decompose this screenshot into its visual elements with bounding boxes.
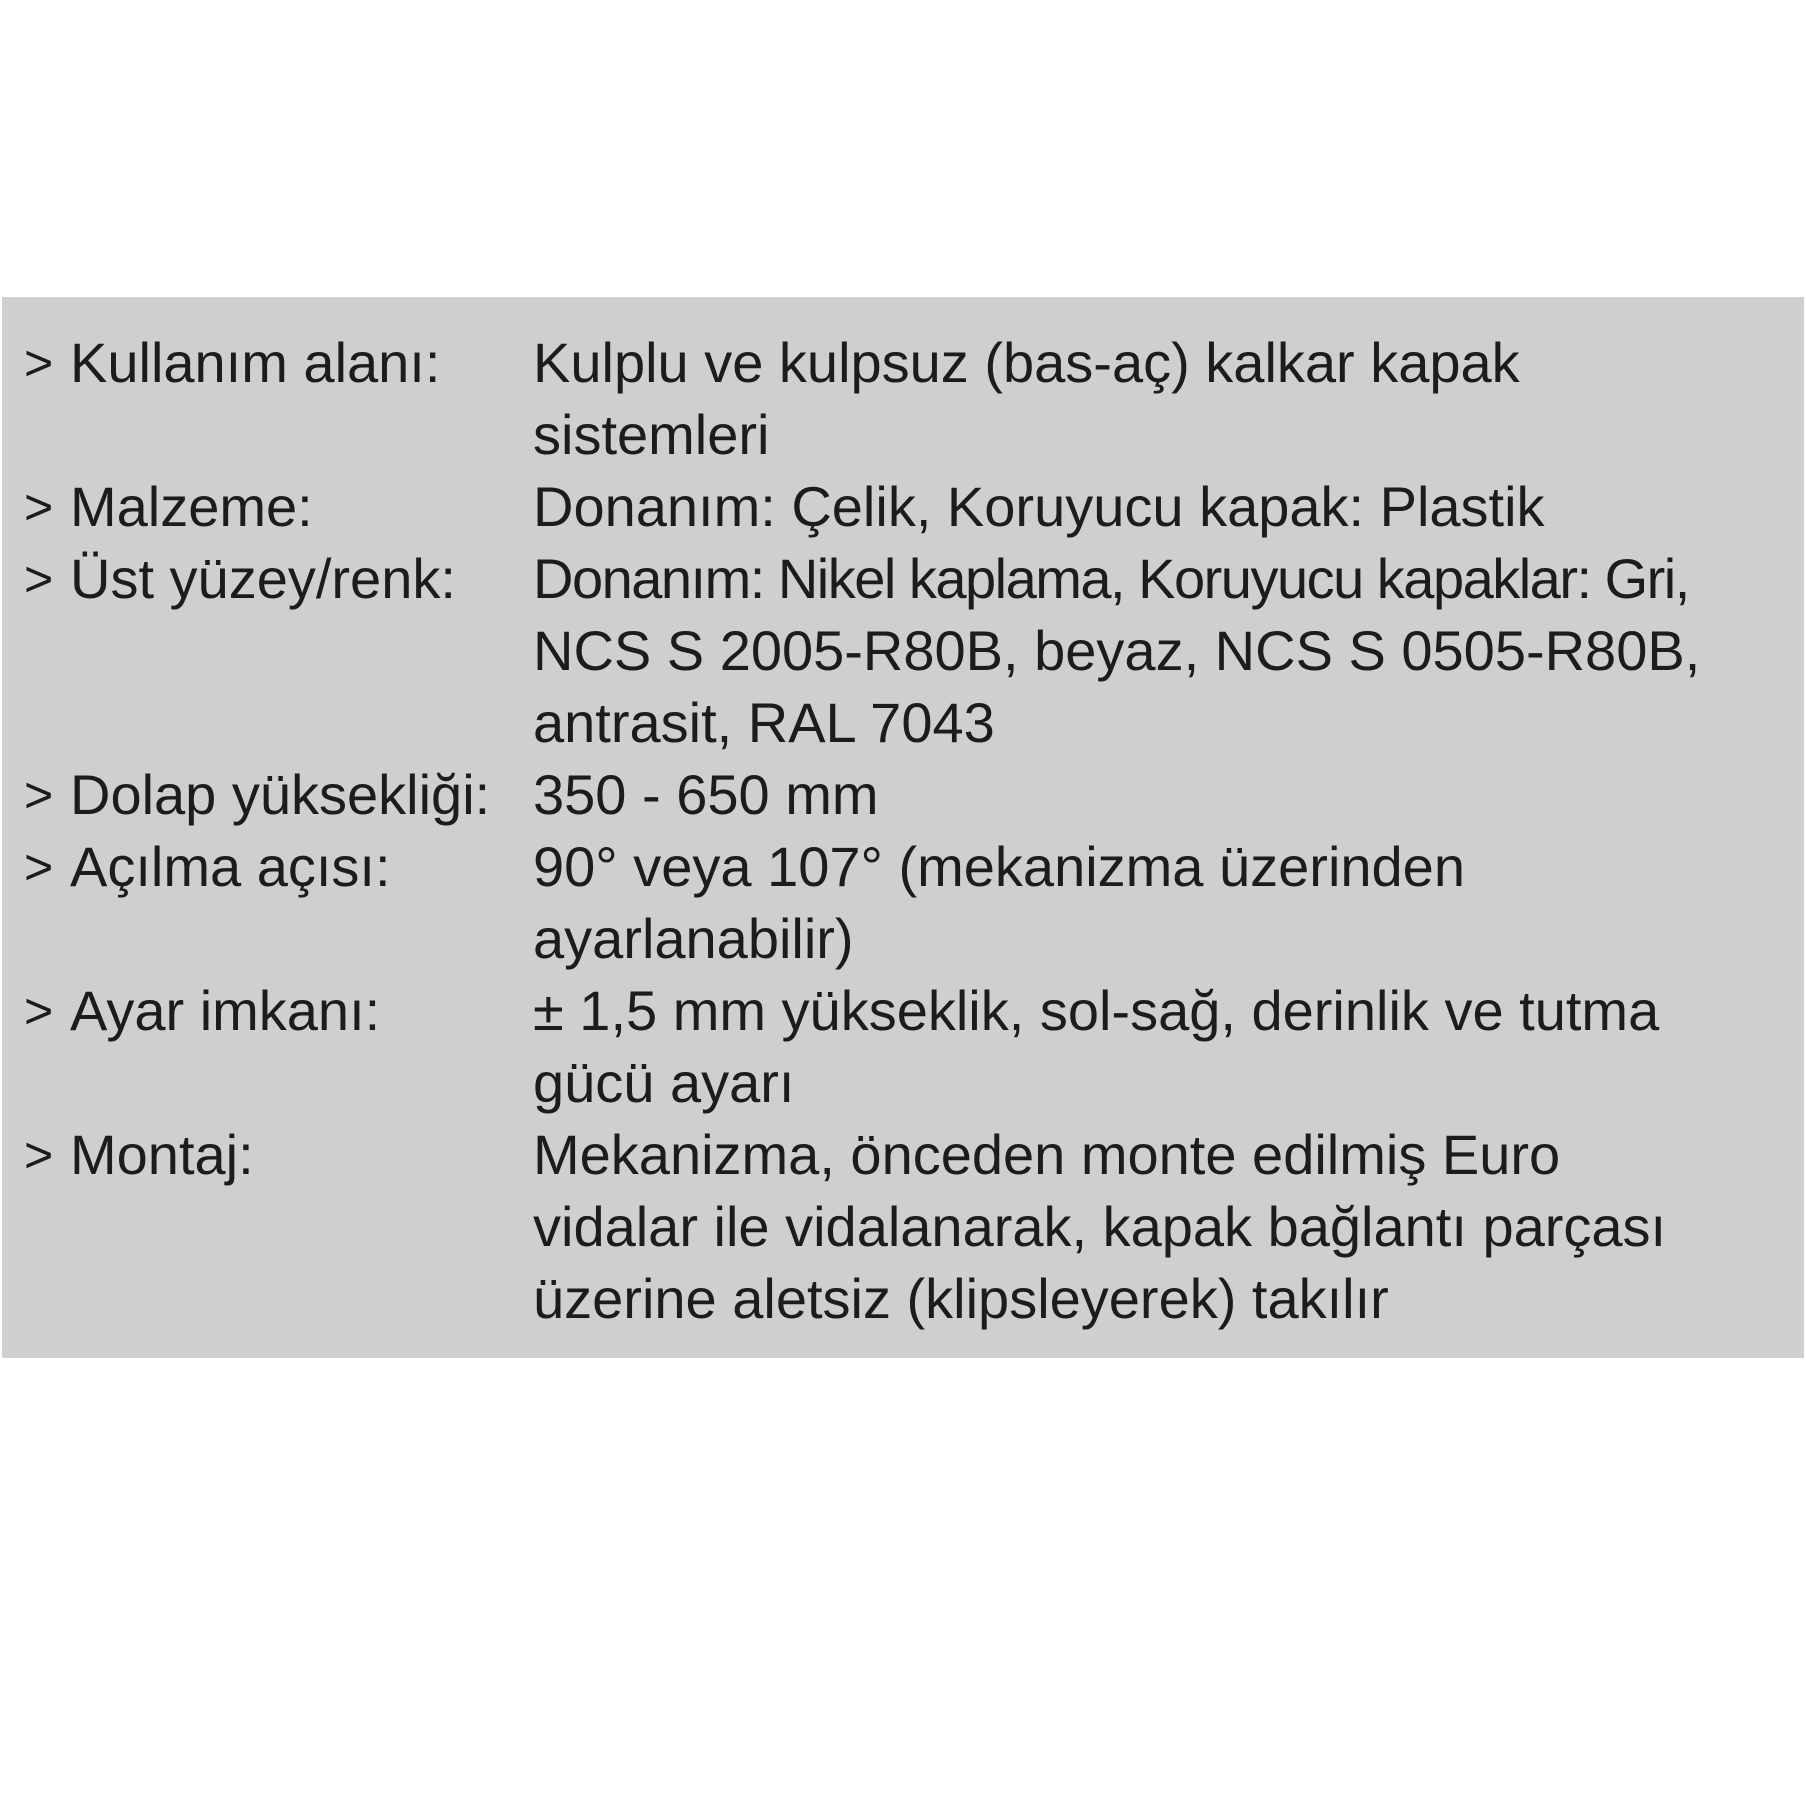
spec-value-line: 350 - 650 mm xyxy=(533,763,879,826)
spec-value-line: vidalar ile vidalanarak, kapak bağlantı parçası xyxy=(533,1195,1667,1258)
spec-row-surface-color xyxy=(2,543,1804,759)
spec-row-cabinet-height xyxy=(2,759,1804,831)
spec-label: Dolap yüksekliği: xyxy=(70,763,491,826)
spec-value xyxy=(533,543,1793,759)
bullet-arrow-icon: > xyxy=(24,479,54,535)
spec-value-line: Donanım: Nikel kaplama, Koruyucu kapaklar: Gri, xyxy=(533,547,1689,610)
spec-value-line: üzerine aletsiz (klipsleyerek) takılır xyxy=(533,1267,1389,1330)
spec-label: Montaj: xyxy=(70,1123,254,1186)
spec-label: Malzeme: xyxy=(70,475,313,538)
spec-value-line: gücü ayarı xyxy=(533,1051,795,1114)
spec-row-usage xyxy=(2,327,1804,471)
spec-row-material xyxy=(2,471,1804,543)
spec-label: Kullanım alanı: xyxy=(70,331,441,394)
spec-panel xyxy=(2,297,1804,1358)
spec-value xyxy=(533,471,1793,543)
spec-value xyxy=(533,1119,1793,1335)
spec-value-line: Donanım: Çelik, Koruyucu kapak: Plastik xyxy=(533,475,1545,538)
spec-value-line: Kulplu ve kulpsuz (bas-aç) kalkar kapak xyxy=(533,331,1520,394)
bullet-arrow-icon: > xyxy=(24,767,54,823)
spec-label: Üst yüzey/renk: xyxy=(70,547,456,610)
spec-value-line: ayarlanabilir) xyxy=(533,907,854,970)
spec-label: Açılma açısı: xyxy=(70,835,391,898)
bullet-arrow-icon: > xyxy=(24,983,54,1039)
spec-value-line: NCS S 2005-R80B, beyaz, NCS S 0505-R80B, xyxy=(533,619,1701,682)
spec-value xyxy=(533,975,1793,1119)
spec-row-adjustment xyxy=(2,975,1804,1119)
bullet-arrow-icon: > xyxy=(24,839,54,895)
spec-value xyxy=(533,831,1793,975)
spec-row-mounting xyxy=(2,1119,1804,1335)
spec-value-line: Mekanizma, önceden monte edilmiş Euro xyxy=(533,1123,1561,1186)
bullet-arrow-icon: > xyxy=(24,335,54,391)
spec-value xyxy=(533,327,1793,471)
spec-value-line: ± 1,5 mm yükseklik, sol-sağ, derinlik ve tutma xyxy=(533,979,1660,1042)
spec-value-line: sistemleri xyxy=(533,403,770,466)
spec-value-line: antrasit, RAL 7043 xyxy=(533,691,995,754)
spec-value xyxy=(533,759,1793,831)
bullet-arrow-icon: > xyxy=(24,1127,54,1183)
spec-row-opening-angle xyxy=(2,831,1804,975)
bullet-arrow-icon: > xyxy=(24,551,54,607)
spec-label: Ayar imkanı: xyxy=(70,979,381,1042)
spec-value-line: 90° veya 107° (mekanizma üzerinden xyxy=(533,835,1465,898)
